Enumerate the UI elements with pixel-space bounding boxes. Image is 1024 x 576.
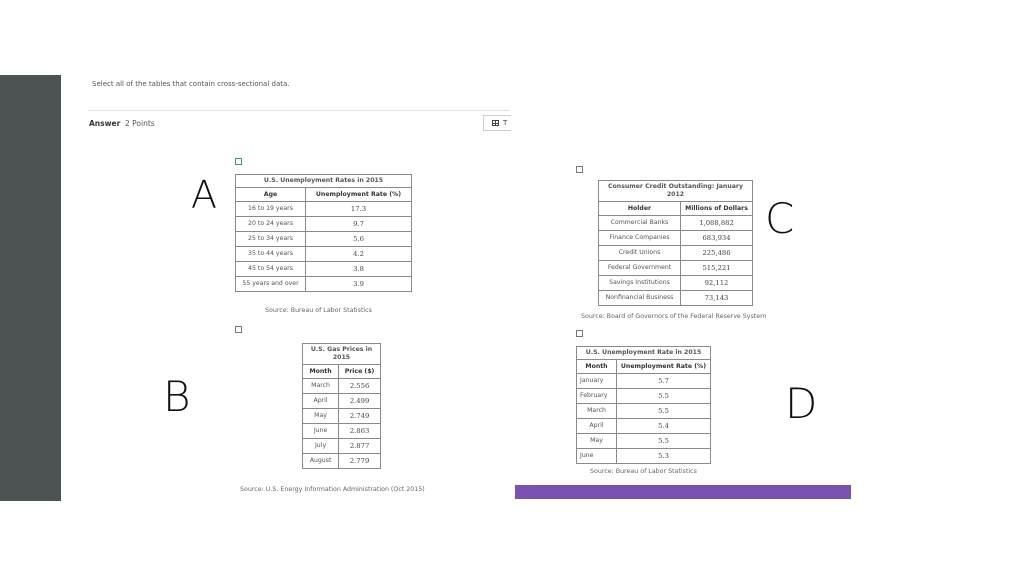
table-c-title: Consumer Credit Outstanding: January 2012 bbox=[599, 181, 753, 202]
table-cell: 5.3 bbox=[617, 448, 711, 463]
table-cell: 73,143 bbox=[681, 290, 753, 305]
table-row bbox=[303, 378, 381, 393]
table-cell: July bbox=[303, 438, 339, 453]
table-row bbox=[599, 290, 753, 305]
divider bbox=[88, 110, 510, 111]
table-d-source: Source: Bureau of Labor Statistics bbox=[590, 468, 697, 475]
table-cell: 5.7 bbox=[617, 373, 711, 388]
table-d-header: Unemployment Rate (%) bbox=[617, 359, 711, 373]
table-cell: 5.6 bbox=[306, 231, 412, 246]
table-row bbox=[599, 215, 753, 230]
table-b-header: Month bbox=[303, 364, 339, 378]
table-row bbox=[577, 433, 711, 448]
table-cell: March bbox=[303, 378, 339, 393]
table-cell: 5.5 bbox=[617, 433, 711, 448]
table-row bbox=[236, 261, 412, 276]
table-row bbox=[599, 230, 753, 245]
table-row bbox=[303, 393, 381, 408]
handwritten-c: C bbox=[765, 194, 795, 243]
accent-bar bbox=[515, 485, 851, 499]
table-cell: 5.5 bbox=[617, 388, 711, 403]
answer-label: Answer bbox=[89, 119, 121, 128]
table-row bbox=[577, 373, 711, 388]
table-row bbox=[577, 448, 711, 463]
table-cell: Nonfinancial Business bbox=[599, 290, 681, 305]
table-a bbox=[235, 174, 412, 292]
table-cell: 9.7 bbox=[306, 216, 412, 231]
table-grid-icon bbox=[492, 120, 499, 126]
table-cell: 225,486 bbox=[681, 245, 753, 260]
table-cell: August bbox=[303, 453, 339, 468]
table-cell: May bbox=[303, 408, 339, 423]
table-cell: 92,112 bbox=[681, 275, 753, 290]
table-row bbox=[236, 216, 412, 231]
table-cell: February bbox=[577, 388, 617, 403]
table-c-header: Holder bbox=[599, 201, 681, 215]
table-a-header: Unemployment Rate (%) bbox=[306, 187, 412, 201]
table-row bbox=[599, 275, 753, 290]
table-row bbox=[599, 260, 753, 275]
handwritten-d: D bbox=[785, 379, 818, 428]
table-cell: 515,221 bbox=[681, 260, 753, 275]
table-b-source: Source: U.S. Energy Information Administration (Oct 2015) bbox=[240, 486, 425, 493]
option-d-checkbox[interactable] bbox=[576, 330, 583, 337]
table-cell: Commercial Banks bbox=[599, 215, 681, 230]
table-cell: 20 to 24 years bbox=[236, 216, 306, 231]
table-row bbox=[303, 423, 381, 438]
table-b bbox=[302, 343, 381, 469]
table-d-title: U.S. Unemployment Rate in 2015 bbox=[577, 347, 711, 360]
table-cell: 25 to 34 years bbox=[236, 231, 306, 246]
table-cell: May bbox=[577, 433, 617, 448]
table-cell: 3.8 bbox=[306, 261, 412, 276]
table-cell: 1,088,882 bbox=[681, 215, 753, 230]
table-tool-label: T bbox=[503, 119, 508, 127]
table-row bbox=[303, 453, 381, 468]
table-row bbox=[236, 201, 412, 216]
table-cell: January bbox=[577, 373, 617, 388]
table-c bbox=[598, 180, 753, 306]
table-cell: 2.749 bbox=[339, 408, 381, 423]
left-sidebar bbox=[0, 75, 61, 501]
option-c-checkbox[interactable] bbox=[576, 166, 583, 173]
table-cell: 35 to 44 years bbox=[236, 246, 306, 261]
table-d bbox=[576, 346, 711, 464]
handwritten-a: A bbox=[191, 173, 217, 217]
table-b-title: U.S. Gas Prices in 2015 bbox=[303, 344, 381, 365]
table-row bbox=[303, 408, 381, 423]
table-row bbox=[236, 231, 412, 246]
option-a-checkbox[interactable] bbox=[235, 158, 242, 165]
table-cell: 2.877 bbox=[339, 438, 381, 453]
table-row bbox=[577, 418, 711, 433]
table-cell: 3.9 bbox=[306, 276, 412, 291]
option-b-checkbox[interactable] bbox=[235, 326, 242, 333]
table-cell: 683,934 bbox=[681, 230, 753, 245]
table-cell: Credit Unions bbox=[599, 245, 681, 260]
table-cell: 4.2 bbox=[306, 246, 412, 261]
table-row bbox=[577, 403, 711, 418]
table-cell: 2.499 bbox=[339, 393, 381, 408]
table-cell: Finance Companies bbox=[599, 230, 681, 245]
table-cell: 5.5 bbox=[617, 403, 711, 418]
table-b-header: Price ($) bbox=[339, 364, 381, 378]
table-cell: Federal Government bbox=[599, 260, 681, 275]
table-tool-button[interactable] bbox=[483, 115, 511, 131]
table-cell: 2.779 bbox=[339, 453, 381, 468]
table-cell: April bbox=[303, 393, 339, 408]
table-row bbox=[236, 276, 412, 291]
table-c-header: Millions of Dollars bbox=[681, 201, 753, 215]
table-cell: 2.863 bbox=[339, 423, 381, 438]
table-row bbox=[577, 388, 711, 403]
table-a-source: Source: Bureau of Labor Statistics bbox=[265, 307, 372, 314]
table-a-title: U.S. Unemployment Rates in 2015 bbox=[236, 175, 412, 188]
table-d-header: Month bbox=[577, 359, 617, 373]
table-row bbox=[236, 246, 412, 261]
table-cell: 5.4 bbox=[617, 418, 711, 433]
table-cell: March bbox=[577, 403, 617, 418]
table-a-header: Age bbox=[236, 187, 306, 201]
table-cell: June bbox=[577, 448, 617, 463]
handwritten-b: B bbox=[163, 372, 191, 421]
table-cell: June bbox=[303, 423, 339, 438]
table-cell: April bbox=[577, 418, 617, 433]
table-row bbox=[303, 438, 381, 453]
table-cell: 55 years and over bbox=[236, 276, 306, 291]
table-cell: 45 to 54 years bbox=[236, 261, 306, 276]
question-text: Select all of the tables that contain cross-sectional data. bbox=[92, 80, 290, 88]
table-cell: 16 to 19 years bbox=[236, 201, 306, 216]
table-cell: 2.556 bbox=[339, 378, 381, 393]
table-cell: Savings Institutions bbox=[599, 275, 681, 290]
table-c-source: Source: Board of Governors of the Federal Reserve System bbox=[581, 313, 767, 320]
table-cell: 17.3 bbox=[306, 201, 412, 216]
answer-points: 2 Points bbox=[125, 119, 155, 128]
table-row bbox=[599, 245, 753, 260]
